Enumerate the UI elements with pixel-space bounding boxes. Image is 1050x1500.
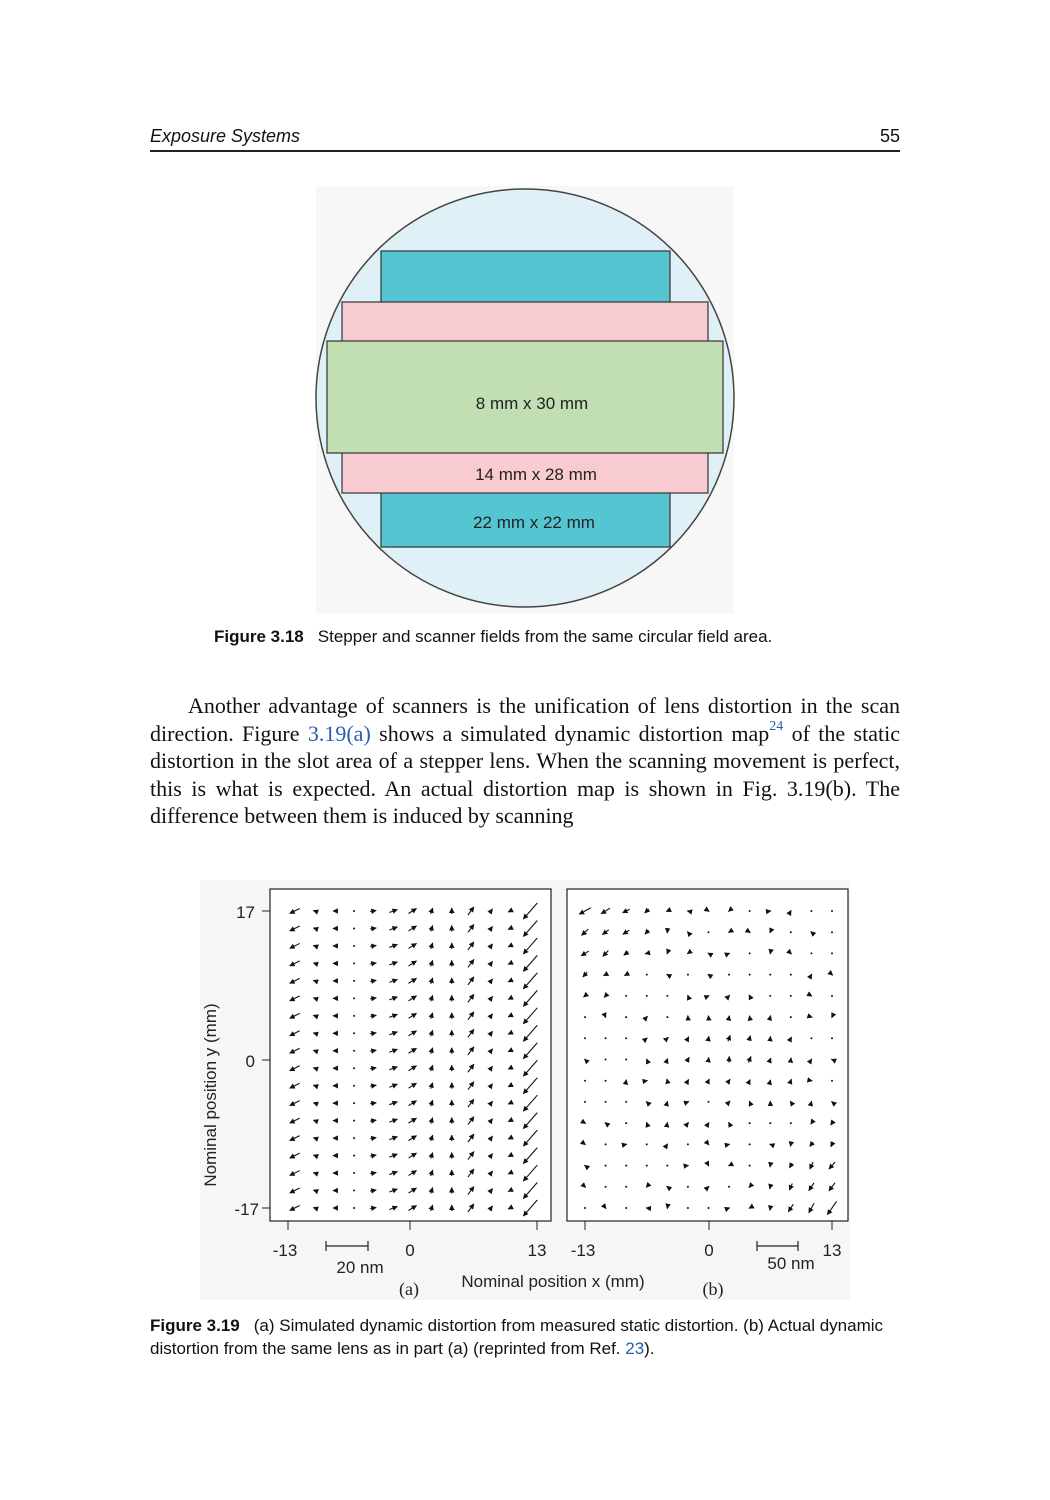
- vector-arrow: [353, 1085, 355, 1087]
- vector-arrow: [605, 1101, 607, 1103]
- reference-24[interactable]: 24: [769, 719, 784, 735]
- vector-arrow: [353, 1102, 355, 1104]
- vector-arrow: [584, 1101, 586, 1103]
- vector-arrow: [625, 1122, 627, 1124]
- vector-arrow: [708, 1036, 709, 1040]
- x-tick-label-b-neg13: -13: [570, 1241, 596, 1260]
- vector-arrow: [708, 1101, 710, 1103]
- body-text-1: Another advantage of scanners is the unification of lens distortion in the scan direction. Figure: [150, 693, 900, 746]
- vector-arrow: [749, 1101, 750, 1103]
- vector-arrow: [667, 974, 668, 975]
- label-8x30: 8 mm x 30 mm: [475, 394, 589, 413]
- x-axis-label: Nominal position x (mm): [461, 1272, 645, 1291]
- vector-arrow: [646, 974, 648, 976]
- vector-arrow: [770, 1164, 771, 1167]
- figure-3-19-caption: [150, 1314, 900, 1360]
- vector-arrow: [831, 910, 833, 912]
- vector-arrow: [811, 996, 812, 997]
- figure-link-3-19a[interactable]: 3.19(a): [307, 720, 371, 746]
- vector-arrow: [728, 1165, 729, 1166]
- vector-arrow: [708, 1207, 710, 1209]
- vector-arrow: [585, 1165, 586, 1166]
- label-14x28: 14 mm x 28 mm: [475, 465, 597, 484]
- vector-arrow: [353, 927, 355, 929]
- vector-arrow: [728, 1186, 730, 1188]
- vector-arrow: [687, 1186, 689, 1188]
- vector-arrow: [729, 1016, 730, 1019]
- panel-a-frame: [270, 889, 551, 1221]
- caption-text-2: ).: [644, 1339, 655, 1358]
- vector-arrow: [625, 1101, 627, 1103]
- vector-arrow: [605, 1143, 607, 1145]
- vector-arrow: [584, 1080, 586, 1082]
- vector-arrow: [666, 1016, 668, 1018]
- vector-arrow: [810, 910, 812, 912]
- y-tick-label-17: 17: [236, 903, 255, 922]
- panel-a-label: (a): [399, 1279, 419, 1299]
- vector-arrow: [605, 1080, 607, 1082]
- vector-arrow: [831, 1037, 833, 1039]
- vector-arrow: [646, 1101, 647, 1102]
- vector-arrow: [790, 974, 792, 976]
- vector-arrow: [353, 1155, 355, 1157]
- vector-arrow: [353, 1207, 355, 1209]
- caption-text: Stepper and scanner fields from the same circular field area.: [317, 627, 773, 646]
- vector-arrow: [625, 1059, 627, 1061]
- y-axis-label: Nominal position y (mm): [201, 1003, 220, 1187]
- y-tick-label-neg17: -17: [234, 1200, 259, 1219]
- vector-arrow: [625, 1207, 627, 1209]
- x-tick-label-b-13: 13: [822, 1241, 842, 1260]
- vector-arrow: [646, 1165, 648, 1167]
- vector-arrow: [687, 953, 688, 954]
- vector-arrow: [728, 953, 729, 954]
- vector-arrow: [831, 995, 833, 997]
- vector-arrow: [584, 1037, 586, 1039]
- scale-label-a: 20 nm: [336, 1258, 384, 1277]
- vector-arrow: [769, 974, 771, 976]
- vector-arrow: [353, 1050, 355, 1052]
- vector-arrow: [646, 1038, 647, 1039]
- vector-arrow: [666, 1165, 668, 1167]
- vector-arrow: [831, 1059, 832, 1060]
- vector-arrow: [585, 1144, 586, 1145]
- vector-arrow: [584, 1207, 586, 1209]
- vector-arrow: [810, 952, 812, 954]
- vector-arrow: [687, 1102, 689, 1103]
- vector-arrow: [605, 1016, 606, 1017]
- vector-arrow: [353, 1172, 355, 1174]
- vector-arrow: [646, 1143, 648, 1145]
- vector-arrow: [790, 1122, 792, 1124]
- vector-arrow: [832, 1016, 833, 1017]
- vector-arrow: [810, 1037, 812, 1039]
- vector-arrow: [749, 1208, 750, 1209]
- vector-arrow: [584, 1123, 585, 1124]
- vector-arrow: [749, 1165, 751, 1167]
- vector-arrow: [708, 996, 709, 997]
- vector-arrow: [729, 910, 730, 911]
- vector-arrow: [749, 1016, 750, 1019]
- vector-arrow: [791, 1058, 792, 1062]
- x-tick-label-a-13: 13: [527, 1241, 547, 1260]
- vector-arrow: [605, 1037, 607, 1039]
- vector-arrow: [728, 974, 730, 976]
- vector-arrow: [646, 1122, 647, 1124]
- vector-arrow: [353, 945, 355, 947]
- vector-arrow: [353, 997, 355, 999]
- vector-arrow: [749, 910, 751, 912]
- body-text-3: of the static distortion in the slot area of a stepper lens. When the scanning movement is perfect, this is what is expected. An actual distortion map is shown in Fig. 3.19(b). The difference between them is induced by scanning: [150, 720, 900, 828]
- vector-arrow: [790, 931, 792, 933]
- vector-arrow: [708, 931, 710, 933]
- vector-arrow: [811, 1059, 812, 1060]
- vector-arrow: [831, 952, 833, 954]
- vector-arrow: [708, 953, 709, 954]
- vector-arrow: [353, 962, 355, 964]
- vector-arrow: [584, 1016, 586, 1018]
- vector-arrow: [708, 1057, 709, 1061]
- vector-arrow: [625, 1186, 627, 1188]
- vector-arrow: [811, 1017, 813, 1018]
- vector-arrow: [688, 995, 689, 996]
- vector-arrow: [769, 995, 771, 997]
- vector-arrow: [831, 931, 833, 933]
- vector-arrow: [605, 1059, 607, 1061]
- vector-arrow: [353, 1120, 355, 1122]
- vector-arrow: [625, 1016, 627, 1018]
- x-tick-label-a-0: 0: [405, 1241, 415, 1260]
- vector-arrow: [687, 974, 689, 976]
- running-title: Exposure Systems: [150, 126, 301, 146]
- vector-arrow: [625, 1165, 627, 1167]
- vector-arrow: [790, 1016, 792, 1018]
- vector-arrow: [769, 1122, 771, 1124]
- reference-23[interactable]: 23: [625, 1339, 645, 1358]
- vector-arrow: [625, 1037, 627, 1039]
- vector-arrow: [605, 1186, 607, 1188]
- vector-arrow: [667, 1144, 668, 1145]
- vector-arrow: [353, 1137, 355, 1139]
- caption-label: Figure 3.19: [150, 1316, 240, 1335]
- vector-arrow: [749, 974, 751, 976]
- label-22x22: 22 mm x 22 mm: [473, 513, 595, 532]
- vector-arrow: [770, 931, 771, 932]
- vector-arrow: [666, 995, 668, 997]
- page-number: 55: [879, 126, 900, 146]
- vector-arrow: [749, 932, 750, 933]
- vector-arrow: [687, 1207, 689, 1209]
- caption-text-1: (a) Simulated dynamic distortion from measured static distortion. (b) Actual dynamic distortion from the same lens as in part (a) (reprinted from Ref.: [150, 1316, 884, 1358]
- vector-arrow: [667, 1059, 668, 1061]
- vector-arrow: [646, 995, 648, 997]
- vector-arrow: [353, 1032, 355, 1034]
- x-tick-label-b-0: 0: [704, 1241, 714, 1260]
- vector-arrow: [832, 1102, 833, 1103]
- body-text-2: shows a simulated dynamic distortion map: [370, 720, 770, 746]
- vector-arrow: [605, 1165, 607, 1167]
- vector-arrow: [353, 1067, 355, 1069]
- vector-arrow: [353, 1190, 355, 1192]
- vector-arrow: [353, 910, 355, 912]
- vector-arrow: [749, 952, 751, 954]
- vector-arrow: [584, 1059, 585, 1060]
- vector-arrow: [749, 1143, 751, 1145]
- vector-arrow: [790, 910, 791, 911]
- vector-arrow: [708, 1122, 709, 1123]
- x-tick-label-a-neg13: -13: [272, 1241, 298, 1260]
- vector-arrow: [687, 1143, 689, 1145]
- vector-arrow: [625, 995, 627, 997]
- panel-b-frame: [567, 889, 848, 1221]
- vector-arrow: [749, 1122, 751, 1124]
- vector-arrow: [645, 953, 648, 954]
- vector-arrow: [353, 980, 355, 982]
- vector-arrow: [728, 932, 729, 933]
- vector-arrow: [831, 1080, 833, 1082]
- y-tick-label-0: 0: [245, 1052, 255, 1071]
- caption-label: Figure 3.18: [214, 627, 304, 646]
- vector-arrow: [353, 1015, 355, 1017]
- panel-b-label: (b): [702, 1279, 724, 1299]
- vector-arrow: [811, 974, 812, 975]
- vector-arrow: [790, 995, 792, 997]
- scale-label-b: 50 nm: [767, 1254, 815, 1273]
- vector-arrow: [708, 1186, 709, 1187]
- vector-arrow: [646, 1059, 647, 1060]
- vector-arrow: [708, 1165, 709, 1166]
